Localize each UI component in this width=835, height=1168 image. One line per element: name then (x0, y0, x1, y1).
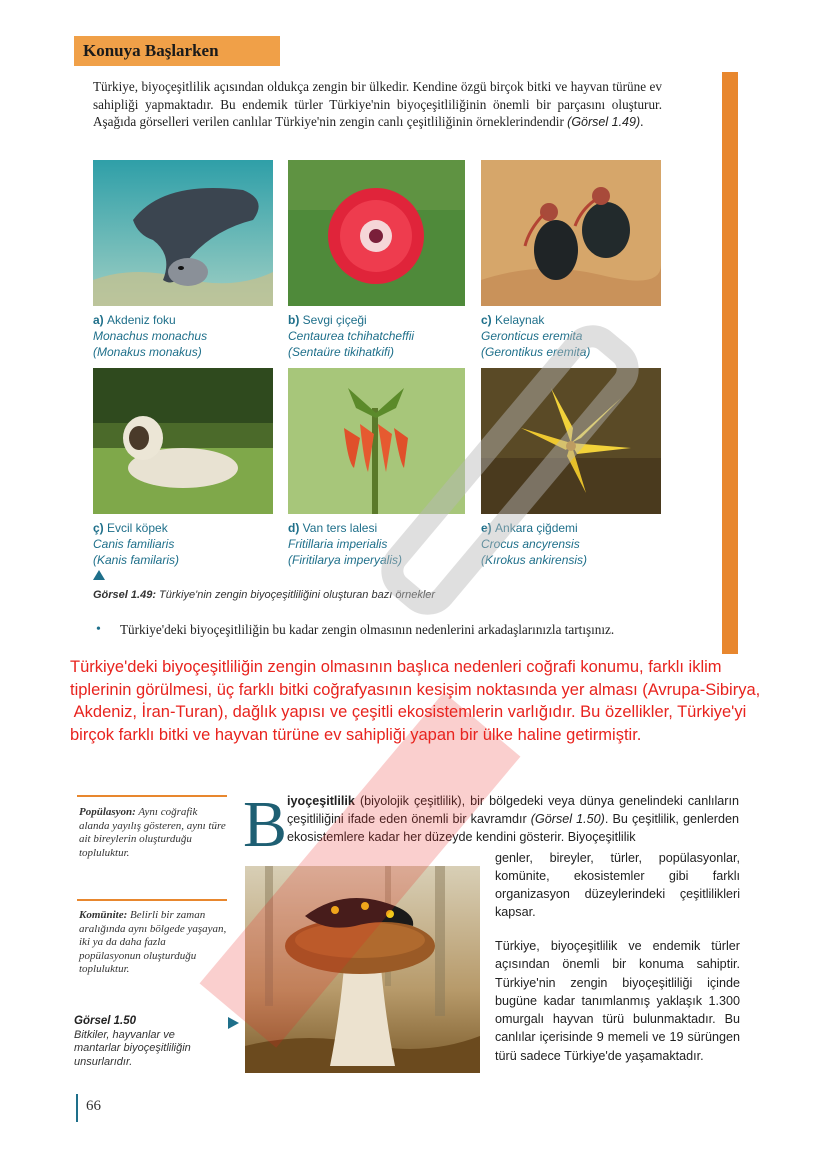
definition-population: Popülasyon: Aynı coğrafik alanda yayılış gösteren, aynı türe ait bireylerin oluşturduğu topluluktur. (79, 806, 226, 859)
photo-ankara-crocus (481, 368, 661, 514)
sidebar-divider (77, 899, 227, 901)
caption-species-c: c) Kelaynak Geronticus eremita (Gerontikus eremita) (481, 313, 591, 359)
figure-150-caption: Görsel 1.50 Bitkiler, hayvanlar ve mantarlar biyoçeşitliliğin unsurlarıdır. (74, 1015, 191, 1068)
photo-mushroom-salamander (245, 866, 480, 1073)
caption-species-d: d) Van ters lalesi Fritillaria imperialis (Firitilarya imperyalis) (288, 521, 403, 567)
photo-centaurea-flower (288, 160, 465, 306)
page-number-bar (76, 1094, 78, 1122)
definition-community: Komünite: Belirli bir zaman aralığında aynı bölgede yaşayan, iki ya da daha fazla popülasyonun oluşturduğu topluluktur. (79, 909, 227, 975)
photo-monk-seal (93, 160, 273, 306)
caption-right-arrow-icon (228, 1017, 239, 1029)
bullet-icon: • (96, 622, 101, 637)
body-figure-ref: (Görsel 1.50) (530, 812, 605, 826)
photo-bald-ibis (481, 160, 661, 306)
intro-paragraph: Türkiye, biyoçeşitlilik açısından oldukça zengin bir ülkedir. Kendine özgü birçok bitki ve hayvan türüne ev sahipliği yapmaktadır. Bu endemik türler Türkiye'nin biyoçeşitliliğinin önemli bir parçasını oluşturur. Aşağıda görselleri verilen canlılar Türkiye'nin zengin canlı çeşitliliğinin örneklerindendir (Görsel 1.49). (93, 79, 662, 129)
body-paragraph-1-cont: genler, bireyler, türler, popülasyonlar, komünite, ekosistemler gibi farklı organizasyon düzeylerindeki çeşitlilikleri kapsar. (495, 851, 740, 919)
photo-crown-imperial (288, 368, 465, 514)
body-paragraph-1: iyoçeşitlilik (biyolojik çeşitlilik), bir bölgedeki veya dünya genelindeki canlıların çeşitliliğini ifade eden önemli bir kavramdır (Görsel 1.50). Bu çeşitlilik, genlerden ekosistemlere kadar her düzeyde kendini gösterir. Biyoçeşitlilik (287, 794, 739, 844)
caption-up-arrow-icon (93, 570, 105, 580)
body-paragraph-2: Türkiye, biyoçeşitlilik ve endemik türler açısından önemli bir konuma sahiptir. Türkiye'nin zengin biyoçeşitliliği içinde bugüne kadar tanımlanmış yaklaşık 1.300 omurgalı hayvan türü bulunmaktadır. Bu canlılar içerisinde 9 memeli ve 19 sürüngen türü sadece Türkiye'de yaşamaktadır. (495, 939, 740, 1063)
figure-149-caption: Görsel 1.49: Türkiye'nin zengin biyoçeşitliliğini oluşturan bazı örnekler (93, 589, 436, 601)
answer-text: Türkiye'deki biyoçeşitliliğin zengin olmasının başlıca nedenleri coğrafi konumu, farklı iklim tiplerinin görülmesi, üç farklı bitki coğrafyasının kesişim noktasında yer alması (Avrupa-Sibirya, Akdeniz, İran-Turan), dağlık yapısı ve çeşitli ekosistemlerin varlığıdır. Bu özellikler, Türkiye'yi birçok farklı bitki ve hayvan türüne ev sahipliği yapan bir ülke haline getirmiştir. (70, 658, 761, 744)
sidebar-divider (77, 795, 227, 797)
caption-species-a: a) Akdeniz foku Monachus monachus (Monakus monakus) (93, 313, 208, 359)
caption-species-e: e) Ankara çiğdemi Crocus ancyrensis (Kırokus ankirensis) (481, 521, 588, 567)
page-number: 66 (86, 1098, 101, 1114)
photo-kangal-dog (93, 368, 273, 514)
intro-figure-ref: (Görsel 1.49) (567, 115, 641, 129)
drop-cap: B (243, 788, 288, 861)
caption-species-b: b) Sevgi çiçeği Centaurea tchihatcheffii (Sentaüre tikihatkifi) (288, 313, 415, 359)
orange-side-bar (722, 72, 738, 654)
section-header: Konuya Başlarken (74, 36, 280, 66)
caption-species-c-cedilla: ç) Evcil köpek Canis familiaris (Kanis familaris) (93, 521, 180, 567)
discussion-question: • Türkiye'deki biyoçeşitliliğin bu kadar zengin olmasının nedenlerini arkadaşlarınızla tartışınız. (96, 622, 615, 637)
